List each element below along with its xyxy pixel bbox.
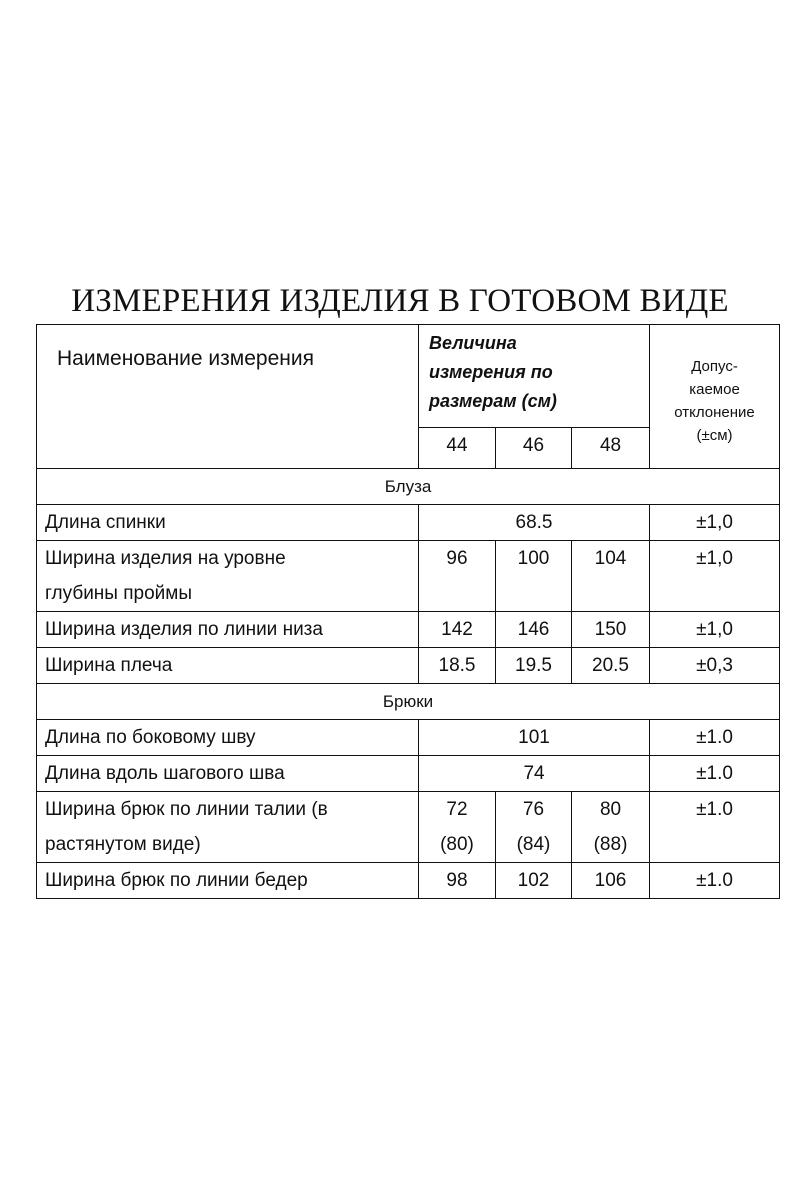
header-size-line: Величина xyxy=(429,333,517,353)
row-label: Ширина изделия по линии низа xyxy=(37,612,419,648)
row-label: Ширина брюк по линии бедер xyxy=(37,863,419,899)
header-tolerance-line: каемое xyxy=(689,381,740,398)
row-value-main: 72 xyxy=(446,799,468,820)
row-label-line: растянутом виде) xyxy=(45,834,201,855)
header-name-cell xyxy=(37,325,419,469)
row-value-stretched: (88) xyxy=(593,834,628,855)
row-tolerance: ±1,0 xyxy=(650,505,780,541)
size-header-44: 44 xyxy=(419,428,496,469)
table-row xyxy=(37,541,780,612)
row-value-main: 76 xyxy=(522,799,545,820)
table-row xyxy=(37,648,780,684)
section-row xyxy=(37,684,780,720)
row-label xyxy=(37,541,419,612)
table-row xyxy=(37,612,780,648)
row-label-line: Ширина брюк по линии талии (в xyxy=(45,799,328,820)
row-value-44: 98 xyxy=(419,863,496,899)
row-value-48: 20.5 xyxy=(572,648,650,684)
row-label-line: Ширина изделия на уровне xyxy=(45,548,286,569)
row-value-main: 80 xyxy=(599,799,622,820)
row-value-48: 106 xyxy=(572,863,650,899)
header-tolerance-line: (±см) xyxy=(696,427,733,444)
row-value-44: 142 xyxy=(419,612,496,648)
header-tolerance-line: отклонение xyxy=(674,404,755,421)
size-header-46: 46 xyxy=(496,428,572,469)
row-tolerance: ±0,3 xyxy=(650,648,780,684)
row-value-44: 18.5 xyxy=(419,648,496,684)
table-header-row xyxy=(37,325,780,428)
header-tolerance-cell xyxy=(650,325,780,469)
table-row xyxy=(37,720,780,756)
measurements-table xyxy=(36,324,780,899)
page-title: ИЗМЕРЕНИЯ ИЗДЕЛИЯ В ГОТОВОМ ВИДЕ xyxy=(71,283,729,319)
row-value-46: 19.5 xyxy=(496,648,572,684)
row-merged-value: 101 xyxy=(419,720,650,756)
row-label: Длина вдоль шагового шва xyxy=(37,756,419,792)
section-title-trousers: Брюки xyxy=(37,684,780,720)
row-value-48 xyxy=(572,792,650,863)
section-row xyxy=(37,469,780,505)
row-value-stretched: (84) xyxy=(516,834,551,855)
row-value-46: 146 xyxy=(496,612,572,648)
header-size-line: измерения по xyxy=(429,362,553,382)
row-label: Длина по боковому шву xyxy=(37,720,419,756)
header-tolerance-line: Допус- xyxy=(691,358,738,375)
row-tolerance: ±1.0 xyxy=(650,863,780,899)
row-tolerance: ±1.0 xyxy=(650,792,780,863)
row-label: Ширина плеча xyxy=(37,648,419,684)
row-tolerance: ±1.0 xyxy=(650,720,780,756)
row-value-44: 96 xyxy=(419,541,496,612)
row-value-46 xyxy=(496,792,572,863)
table-row xyxy=(37,505,780,541)
row-tolerance: ±1.0 xyxy=(650,756,780,792)
table-row xyxy=(37,792,780,863)
row-value-46: 100 xyxy=(496,541,572,612)
section-title-blouse: Блуза xyxy=(37,469,780,505)
row-value-44 xyxy=(419,792,496,863)
header-size-line: размерам (см) xyxy=(429,391,557,411)
table-row xyxy=(37,756,780,792)
row-label-line: глубины проймы xyxy=(45,583,192,604)
row-label: Длина спинки xyxy=(37,505,419,541)
header-name-label: Наименование измерения xyxy=(57,347,314,370)
row-tolerance: ±1,0 xyxy=(650,541,780,612)
row-merged-value: 74 xyxy=(419,756,650,792)
size-header-48: 48 xyxy=(572,428,650,469)
table-row xyxy=(37,863,780,899)
row-value-48: 104 xyxy=(572,541,650,612)
row-value-48: 150 xyxy=(572,612,650,648)
row-value-46: 102 xyxy=(496,863,572,899)
row-label xyxy=(37,792,419,863)
row-value-stretched: (80) xyxy=(440,834,474,855)
row-tolerance: ±1,0 xyxy=(650,612,780,648)
row-merged-value: 68.5 xyxy=(419,505,650,541)
header-size-cell xyxy=(419,325,650,428)
